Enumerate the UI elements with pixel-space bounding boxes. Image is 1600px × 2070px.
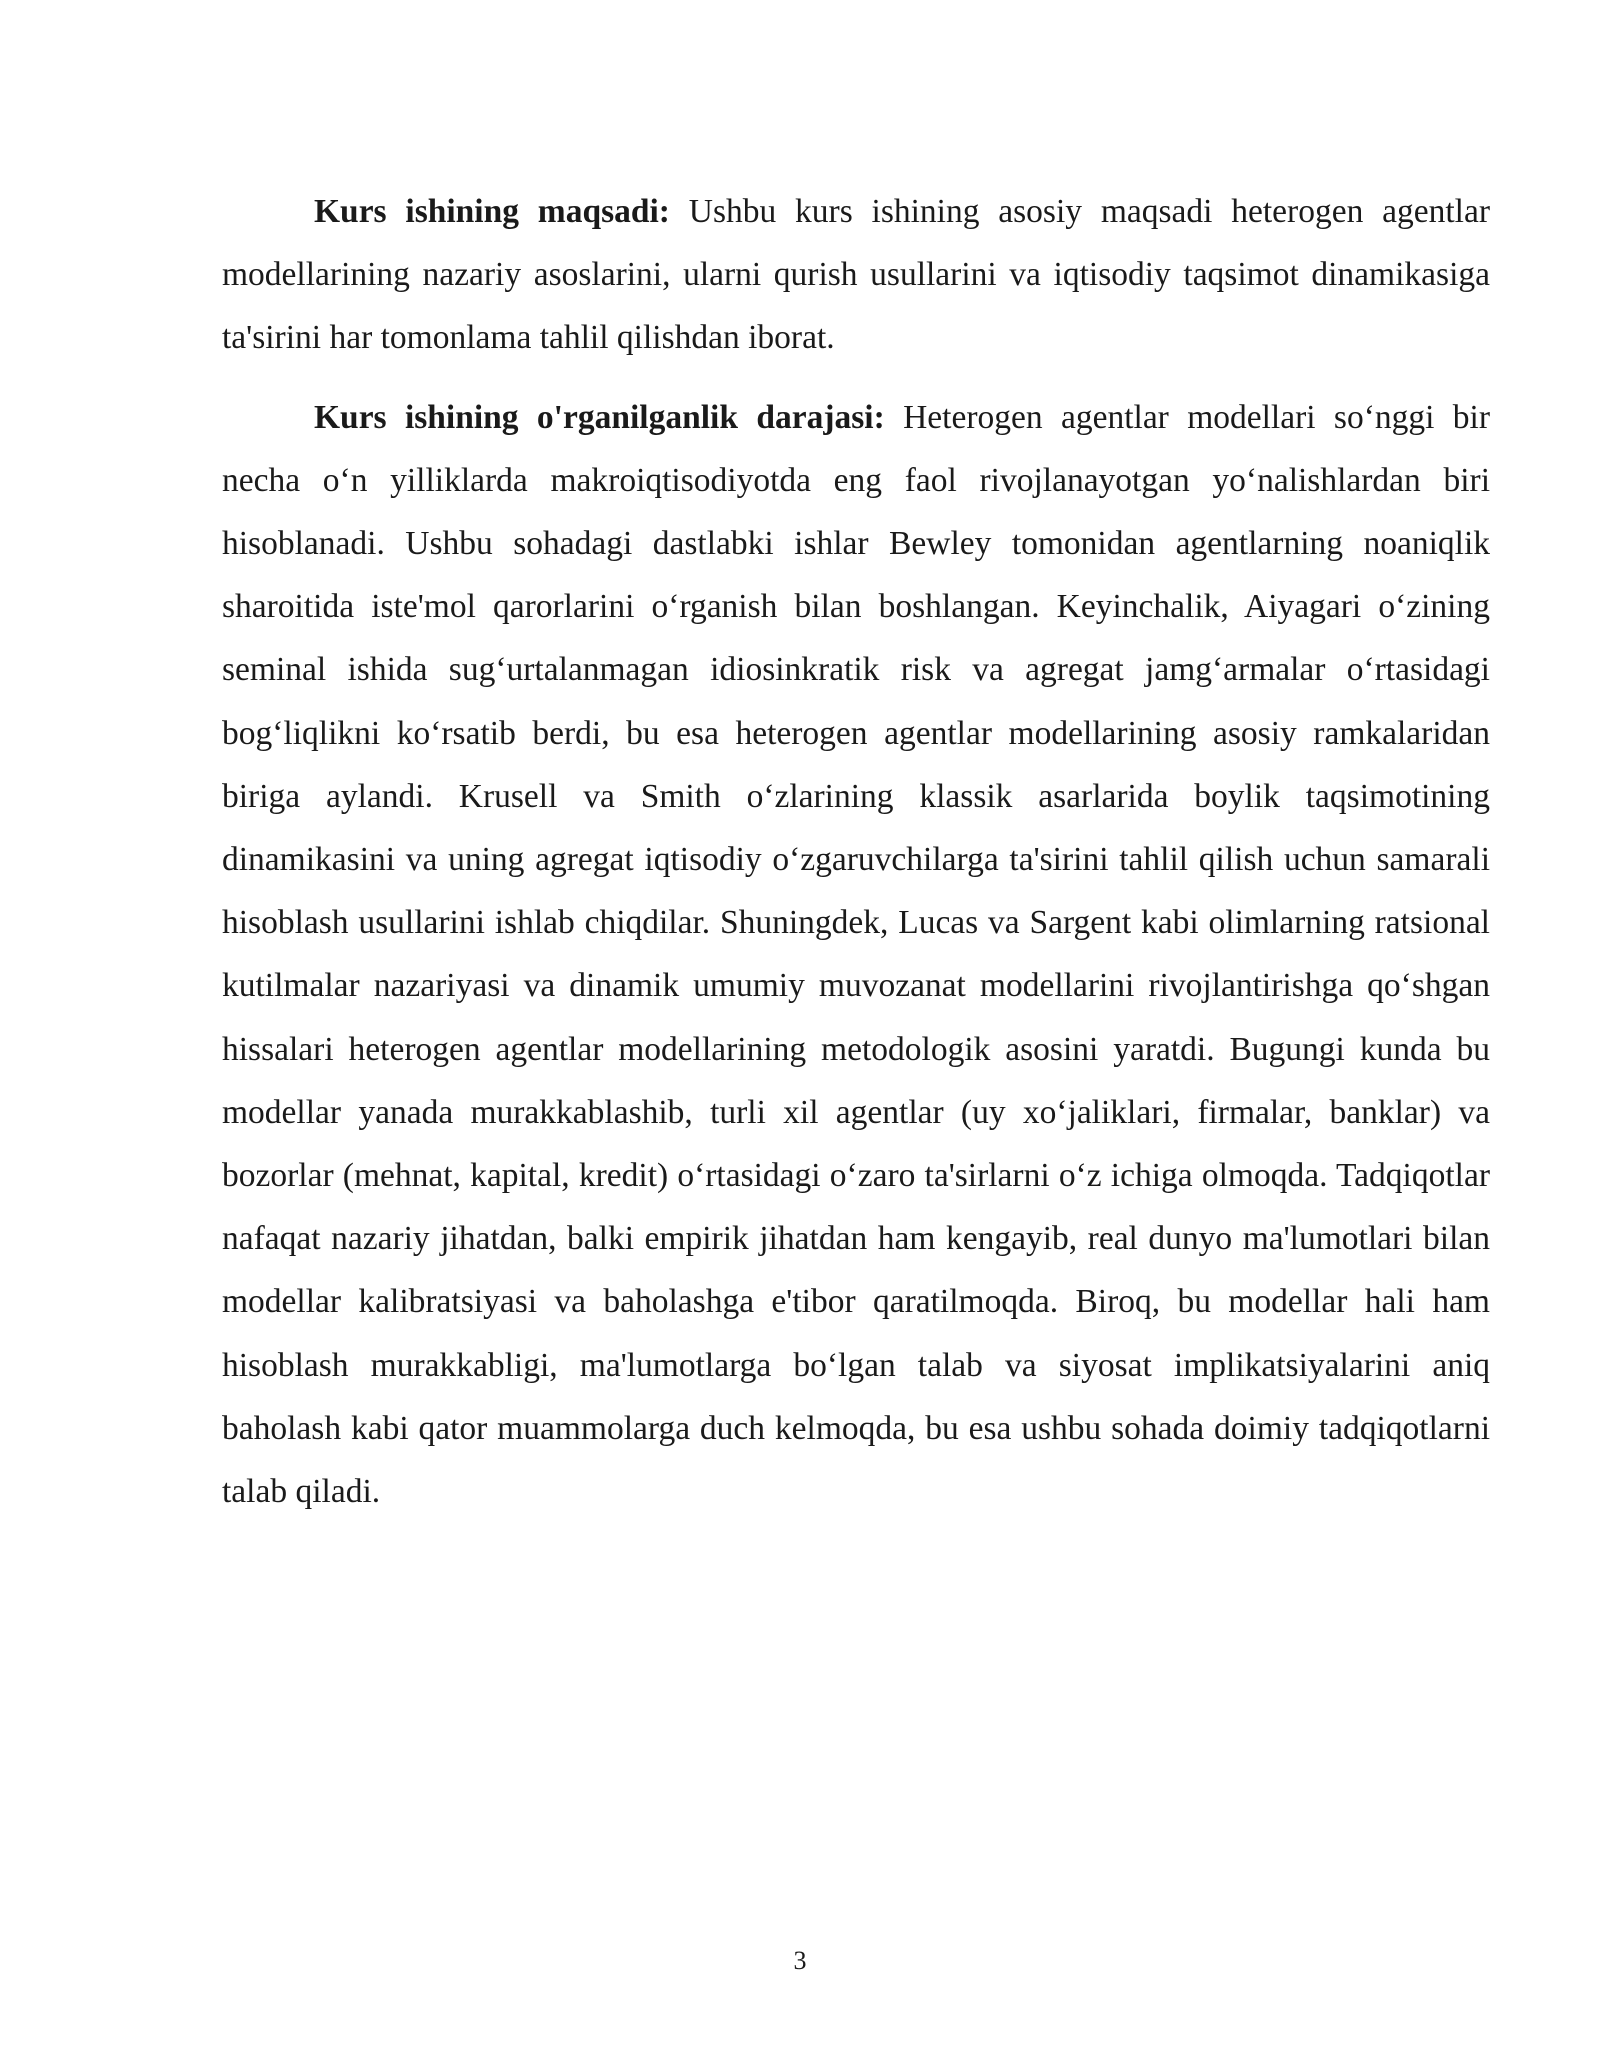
paragraph-body-goal: Ushbu kurs ishining asosiy maqsadi heterogen agentlar modellarining nazariy asoslarini, ularni qurish usullarini va iqtisodiy taqsimot dinamikasiga ta'sirini har tomonlama tahlil qilishdan iborat. — [222, 193, 1491, 357]
paragraph-lead-goal: Kurs ishining maqsadi: — [314, 193, 670, 230]
paragraph-study-level — [222, 386, 1490, 1524]
paragraph-body-study-level: Heterogen agentlar modellari so‘nggi bir necha o‘n yilliklarda makroiqtisodiyotda eng faol rivojlanayotgan yo‘nalishlardan biri hisoblanadi. Ushbu sohadagi dastlabki ishlar Bewley tomonidan agentlarning noaniqlik sharoitida iste'mol qarorlarini o‘rganish bilan boshlangan. Keyinchalik, Aiyagari o‘zining seminal ishida sug‘urtalanmagan idiosinkratik risk va agregat jamg‘armalar o‘rtasidagi bog‘liqlikni ko‘rsatib berdi, bu esa heterogen agentlar modellarining asosiy ramkalaridan biriga aylandi. Krusell va Smith o‘zlarining klassik asarlarida boylik taqsimotining dinamikasini va uning agregat iqtisodiy o‘zgaruvchilarga ta'sirini tahlil qilish uchun samarali hisoblash usullarini ishlab chiqdilar. Shuningdek, Lucas va Sargent kabi olimlarning ratsional kutilmalar nazariyasi va dinamik umumiy muvozanat modellarini rivojlantirishga qo‘shgan hissalari heterogen agentlar modellarining metodologik asosini yaratdi. Bugungi kunda bu modellar yanada murakkablashib, turli xil agentlar (uy xo‘jaliklari, firmalar, banklar) va bozorlar (mehnat, kapital, kredit) o‘rtasidagi o‘zaro ta'sirlarni o‘z ichiga olmoqda. Tadqiqotlar nafaqat nazariy jihatdan, balki empirik jihatdan ham kengayib, real dunyo ma'lumotlari bilan modellar kalibratsiyasi va baholashga e'tibor qaratilmoqda. Biroq, bu modellar hali ham hisoblash murakkabligi, ma'lumotlarga bo‘lgan talab va siyosat implikatsiyalarini aniq baholash kabi qator muammolarga duch kelmoqda, bu esa ushbu sohada doimiy tadqiqotlarni talab qiladi. — [222, 398, 1490, 1511]
paragraph-lead-study-level: Kurs ishining o'rganilganlik darajasi: — [314, 398, 885, 436]
body-text — [222, 180, 1490, 1523]
paragraph-goal — [222, 180, 1490, 370]
page-number: 3 — [793, 1946, 807, 1975]
